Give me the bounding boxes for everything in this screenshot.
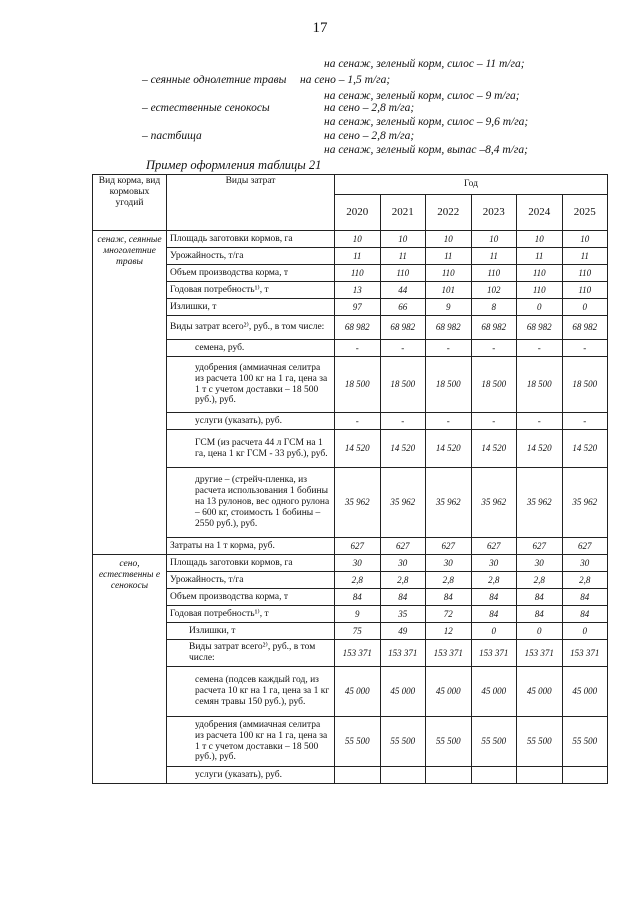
value-cell: 35	[380, 606, 426, 623]
value-cell: 45 000	[426, 667, 472, 717]
intro-text: на сено – 2,8 т/га;	[324, 102, 415, 114]
value-cell: 84	[471, 589, 517, 606]
value-cell: 627	[335, 538, 381, 555]
cost-label: Виды затрат всего²⁾, руб., в том числе:	[167, 316, 335, 340]
value-cell: 10	[335, 231, 381, 248]
cost-label: Урожайность, т/га	[167, 572, 335, 589]
value-cell: 35 962	[380, 468, 426, 538]
value-cell: -	[562, 340, 608, 357]
value-cell: 84	[562, 589, 608, 606]
table-row	[93, 640, 608, 667]
value-cell: 2,8	[426, 572, 472, 589]
value-cell: 68 982	[335, 316, 381, 340]
value-cell: 30	[380, 555, 426, 572]
cost-label: Излишки, т	[167, 299, 335, 316]
value-cell: 9	[335, 606, 381, 623]
table-row	[93, 468, 608, 538]
cost-label: Площадь заготовки кормов, га	[167, 231, 335, 248]
value-cell: 68 982	[426, 316, 472, 340]
value-cell: 14 520	[335, 430, 381, 468]
value-cell: -	[562, 413, 608, 430]
value-cell: 627	[380, 538, 426, 555]
value-cell: 153 371	[562, 640, 608, 667]
intro-label: – естественные сенокосы	[142, 102, 270, 114]
value-cell: 84	[335, 589, 381, 606]
cost-label: Годовая потребность¹⁾, т	[167, 282, 335, 299]
value-cell: -	[426, 340, 472, 357]
value-cell: 153 371	[335, 640, 381, 667]
value-cell: 102	[471, 282, 517, 299]
year-header: 2021	[380, 195, 426, 231]
value-cell: 84	[426, 589, 472, 606]
value-cell: 101	[426, 282, 472, 299]
year-header: 2022	[426, 195, 472, 231]
value-cell: 44	[380, 282, 426, 299]
value-cell	[562, 767, 608, 784]
value-cell: 18 500	[562, 357, 608, 413]
value-cell: 55 500	[426, 717, 472, 767]
value-cell: -	[517, 340, 563, 357]
value-cell: 0	[517, 299, 563, 316]
cost-label: Урожайность, т/га	[167, 248, 335, 265]
value-cell: 2,8	[471, 572, 517, 589]
cost-label: ГСМ (из расчета 44 л ГСМ на 1 га, цена 1 кг ГСМ - 33 руб.), руб.	[167, 430, 335, 468]
cost-label: услуги (указать), руб.	[167, 413, 335, 430]
table-row	[93, 767, 608, 784]
value-cell: 627	[471, 538, 517, 555]
table-row	[93, 717, 608, 767]
table-row	[93, 413, 608, 430]
value-cell: 84	[471, 606, 517, 623]
cost-label: другие – (стрейч-пленка, из расчета использования 1 бобины на 13 рулонов, вес одного рулона – 600 кг, стоимость 1 бобины – 2550 руб.), руб.	[167, 468, 335, 538]
value-cell: 627	[426, 538, 472, 555]
value-cell: 10	[562, 231, 608, 248]
value-cell: 153 371	[517, 640, 563, 667]
cost-label: Излишки, т	[167, 623, 335, 640]
value-cell: 0	[517, 623, 563, 640]
value-cell: 35 962	[471, 468, 517, 538]
value-cell: 45 000	[562, 667, 608, 717]
cost-label: Виды затрат всего²⁾, руб., в том числе:	[167, 640, 335, 667]
value-cell: 35 962	[562, 468, 608, 538]
cost-label: услуги (указать), руб.	[167, 767, 335, 784]
value-cell: 18 500	[426, 357, 472, 413]
year-header: 2020	[335, 195, 381, 231]
value-cell: 0	[562, 299, 608, 316]
col-header-kind: Вид корма, вид кормовых угодий	[93, 175, 167, 231]
table-row	[93, 538, 608, 555]
value-cell: 55 500	[471, 717, 517, 767]
value-cell: 8	[471, 299, 517, 316]
value-cell: -	[380, 340, 426, 357]
value-cell: 10	[471, 231, 517, 248]
value-cell: 14 520	[562, 430, 608, 468]
cost-label: удобрения (аммиачная селитра из расчета 100 кг на 1 га, цена за 1 т с учетом доставки – 18 500 руб.), руб.	[167, 357, 335, 413]
value-cell: 10	[426, 231, 472, 248]
col-header-costs: Виды затрат	[167, 175, 335, 231]
value-cell: 2,8	[380, 572, 426, 589]
col-header-year: Год	[335, 175, 608, 195]
table-row	[93, 248, 608, 265]
intro-label: – сеянные однолетние травы	[142, 74, 287, 86]
value-cell	[335, 767, 381, 784]
value-cell: 11	[426, 248, 472, 265]
value-cell: -	[335, 413, 381, 430]
value-cell: 55 500	[335, 717, 381, 767]
value-cell: 30	[517, 555, 563, 572]
value-cell: 2,8	[517, 572, 563, 589]
table-row	[93, 555, 608, 572]
value-cell: 12	[426, 623, 472, 640]
value-cell: 35 962	[426, 468, 472, 538]
value-cell: 97	[335, 299, 381, 316]
table-row	[93, 265, 608, 282]
cost-table	[92, 174, 608, 784]
value-cell: 14 520	[380, 430, 426, 468]
table-row	[93, 606, 608, 623]
value-cell: 68 982	[471, 316, 517, 340]
cost-label: Объем производства корма, т	[167, 589, 335, 606]
value-cell: 13	[335, 282, 381, 299]
value-cell: -	[471, 413, 517, 430]
value-cell: 153 371	[426, 640, 472, 667]
value-cell: 35 962	[335, 468, 381, 538]
value-cell: 11	[380, 248, 426, 265]
value-cell: 55 500	[517, 717, 563, 767]
intro-text: на сенаж, зеленый корм, выпас –8,4 т/га;	[324, 144, 528, 156]
intro-text: на сенаж, зеленый корм, силос – 9,6 т/га;	[324, 116, 529, 128]
value-cell: 45 000	[471, 667, 517, 717]
value-cell: 75	[335, 623, 381, 640]
table-row	[93, 282, 608, 299]
value-cell: 627	[562, 538, 608, 555]
value-cell: 45 000	[517, 667, 563, 717]
feed-type-cell: сенаж, сеянные многолетние травы	[93, 231, 167, 555]
value-cell: 2,8	[335, 572, 381, 589]
page-number: 17	[312, 20, 328, 36]
intro-text: на сенаж, зеленый корм, силос – 11 т/га;	[324, 58, 525, 70]
value-cell: 14 520	[517, 430, 563, 468]
value-cell: 18 500	[517, 357, 563, 413]
value-cell: 10	[517, 231, 563, 248]
value-cell: 110	[517, 265, 563, 282]
table-caption: Пример оформления таблицы 21	[146, 158, 322, 172]
value-cell: 35 962	[517, 468, 563, 538]
value-cell: 11	[471, 248, 517, 265]
table-row	[93, 623, 608, 640]
value-cell: 153 371	[380, 640, 426, 667]
value-cell: 66	[380, 299, 426, 316]
value-cell: -	[335, 340, 381, 357]
value-cell: 11	[517, 248, 563, 265]
value-cell	[380, 767, 426, 784]
table-row	[93, 340, 608, 357]
value-cell: 0	[471, 623, 517, 640]
intro-label: – пастбища	[142, 130, 202, 142]
cost-label: семена (подсев каждый год, из расчета 10 кг на 1 га, цена за 1 кг семян травы 150 руб.), руб.	[167, 667, 335, 717]
value-cell: 30	[426, 555, 472, 572]
value-cell: 55 500	[562, 717, 608, 767]
cost-label: Затраты на 1 т корма, руб.	[167, 538, 335, 555]
intro-text: на сенаж, зеленый корм, силос – 9 т/га;	[324, 90, 520, 102]
value-cell: 14 520	[426, 430, 472, 468]
value-cell: 30	[562, 555, 608, 572]
value-cell: 10	[380, 231, 426, 248]
value-cell: 72	[426, 606, 472, 623]
value-cell: 30	[335, 555, 381, 572]
cost-label: Годовая потребность¹⁾, т	[167, 606, 335, 623]
value-cell: 30	[471, 555, 517, 572]
value-cell: 68 982	[562, 316, 608, 340]
table-row	[93, 299, 608, 316]
value-cell: 49	[380, 623, 426, 640]
cost-label: Объем производства корма, т	[167, 265, 335, 282]
value-cell: 68 982	[380, 316, 426, 340]
table-row	[93, 589, 608, 606]
value-cell: 84	[380, 589, 426, 606]
table-row	[93, 572, 608, 589]
cost-label: Площадь заготовки кормов, га	[167, 555, 335, 572]
value-cell: 110	[471, 265, 517, 282]
value-cell: 2,8	[562, 572, 608, 589]
value-cell: 627	[517, 538, 563, 555]
value-cell: -	[380, 413, 426, 430]
value-cell: 18 500	[335, 357, 381, 413]
cost-label: удобрения (аммиачная селитра из расчета 100 кг на 1 га, цена за 1 т с учетом доставки – 18 500 руб.), руб.	[167, 717, 335, 767]
value-cell: 110	[562, 282, 608, 299]
value-cell: 11	[335, 248, 381, 265]
value-cell: 84	[517, 606, 563, 623]
value-cell: 84	[517, 589, 563, 606]
value-cell: 18 500	[380, 357, 426, 413]
value-cell: 68 982	[517, 316, 563, 340]
value-cell: 110	[380, 265, 426, 282]
intro-text: на сено – 2,8 т/га;	[324, 130, 415, 142]
value-cell: 18 500	[471, 357, 517, 413]
table-row	[93, 667, 608, 717]
year-header: 2025	[562, 195, 608, 231]
value-cell: -	[426, 413, 472, 430]
value-cell: 0	[562, 623, 608, 640]
table-row	[93, 430, 608, 468]
feed-type-cell: сено, естественны е сенокосы	[93, 555, 167, 784]
table-row	[93, 231, 608, 248]
value-cell: 110	[335, 265, 381, 282]
value-cell: 84	[562, 606, 608, 623]
value-cell	[517, 767, 563, 784]
value-cell: 110	[426, 265, 472, 282]
value-cell: -	[471, 340, 517, 357]
value-cell: 9	[426, 299, 472, 316]
value-cell: -	[517, 413, 563, 430]
table-row	[93, 357, 608, 413]
value-cell: 55 500	[380, 717, 426, 767]
value-cell	[426, 767, 472, 784]
value-cell: 153 371	[471, 640, 517, 667]
value-cell: 110	[517, 282, 563, 299]
value-cell: 45 000	[380, 667, 426, 717]
cost-label: семена, руб.	[167, 340, 335, 357]
value-cell: 45 000	[335, 667, 381, 717]
year-header: 2023	[471, 195, 517, 231]
value-cell: 11	[562, 248, 608, 265]
value-cell	[471, 767, 517, 784]
value-cell: 110	[562, 265, 608, 282]
year-header: 2024	[517, 195, 563, 231]
table-row	[93, 316, 608, 340]
intro-text: на сено – 1,5 т/га;	[300, 74, 391, 86]
value-cell: 14 520	[471, 430, 517, 468]
